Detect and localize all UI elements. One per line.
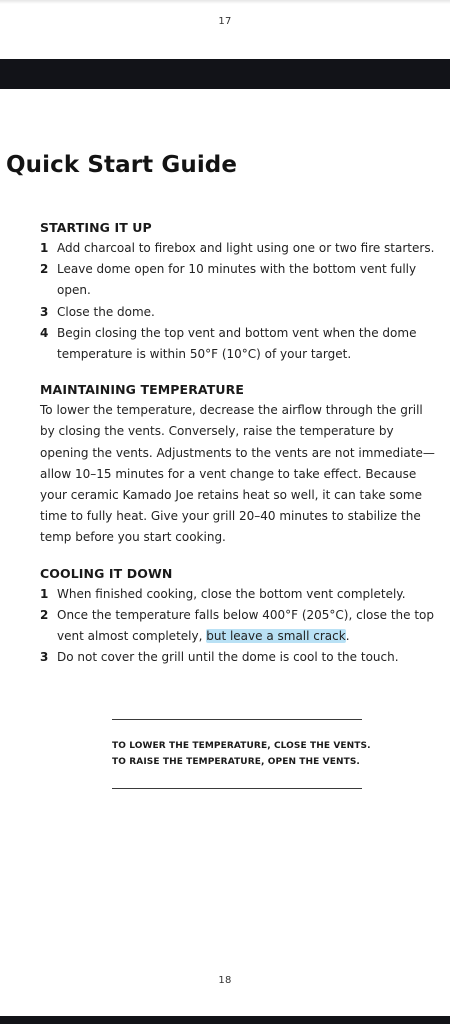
callout-line-raise: TO RAISE THE TEMPERATURE, OPEN THE VENTS.	[112, 757, 360, 767]
list-item	[40, 259, 440, 301]
list-item	[40, 238, 440, 259]
vent-callout	[112, 719, 371, 789]
cooling-steps-list	[40, 584, 440, 669]
section-heading-maintaining: MAINTAINING TEMPERATURE	[40, 382, 244, 398]
step-number: 2	[40, 607, 49, 622]
guide-content	[40, 217, 440, 668]
list-item	[40, 323, 440, 365]
page-title: Quick Start Guide	[6, 152, 238, 178]
highlighted-text[interactable]: but leave a small crack	[206, 629, 346, 644]
step-number: 2	[40, 262, 49, 277]
list-item	[40, 584, 440, 605]
step-text	[57, 608, 434, 643]
header-bar	[0, 59, 450, 89]
step-text: When finished cooking, close the bottom vent completely.	[57, 586, 406, 601]
top-edge-shadow	[0, 0, 450, 4]
step-text: Close the dome.	[57, 304, 155, 319]
page-number-top: 17	[218, 16, 232, 27]
step-number: 3	[40, 650, 49, 665]
list-item	[40, 647, 440, 668]
step-text: Add charcoal to firebox and light using one or two fire starters.	[57, 241, 435, 255]
callout-rule-bottom	[112, 788, 362, 789]
list-item	[40, 302, 440, 323]
section-heading-cooling: COOLING IT DOWN	[40, 565, 173, 581]
list-item	[40, 605, 440, 647]
step-text-part: Once the temperature falls below 400°F (205°C), close the top vent almost completely,	[57, 607, 435, 644]
step-text: Leave dome open for 10 minutes with the bottom vent fully open.	[57, 262, 417, 298]
step-text: Do not cover the grill until the dome is cool to the touch.	[57, 650, 399, 665]
starting-steps-list	[40, 238, 440, 365]
section-heading-starting: STARTING IT UP	[40, 220, 152, 235]
callout-line-lower: TO LOWER THE TEMPERATURE, CLOSE THE VENTS.	[112, 741, 371, 751]
footer-bar	[0, 1016, 450, 1024]
step-number: 1	[40, 586, 49, 601]
step-text-part: .	[345, 629, 350, 644]
maintaining-paragraph: To lower the temperature, decrease the airflow through the grill by closing the vents. Conversely, raise the temperature by opening the vents. Adjustments to the vents are not immediate—allow 10–15 minutes for a vent change to take effect. Because your ceramic Kamado Joe retains heat so well, it can take some time to fully heat. Give your grill 20–40 minutes to stabilize the temp before you start cooking.	[40, 403, 435, 545]
step-number: 4	[40, 325, 49, 340]
step-text: Begin closing the top vent and bottom vent when the dome temperature is within 50°F (10°C) of your target.	[57, 325, 417, 362]
step-number: 1	[40, 241, 49, 255]
callout-text	[112, 720, 371, 788]
page-number-bottom: 18	[218, 975, 232, 986]
step-number: 3	[40, 304, 49, 319]
